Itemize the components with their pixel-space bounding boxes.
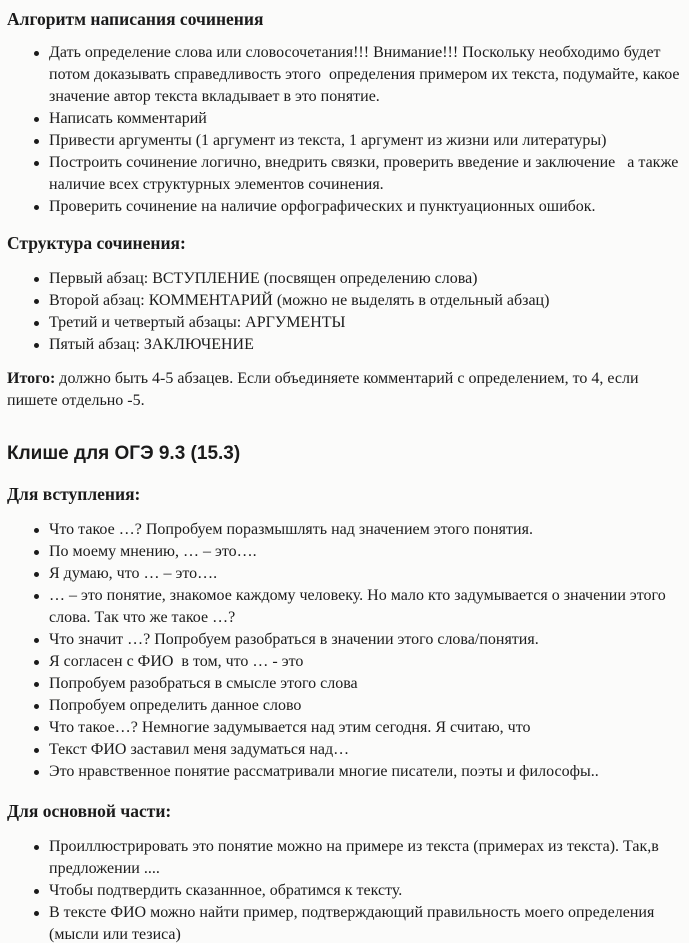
main-part-cliche-list bbox=[7, 836, 682, 943]
list-item: Второй абзац: КОММЕНТАРИЙ (можно не выделять в отдельный абзац) bbox=[37, 290, 682, 312]
total-label: Итого: bbox=[7, 370, 56, 387]
total-note bbox=[7, 368, 682, 412]
list-item: Что значит …? Попробуем разобраться в значении этого слова/понятия. bbox=[37, 629, 682, 651]
list-item: По моему мнению, … – это…. bbox=[37, 541, 682, 563]
list-item: Привести аргументы (1 аргумент из текста, 1 аргумент из жизни или литературы) bbox=[37, 130, 682, 152]
list-item: В тексте ФИО можно найти пример, подтверждающий правильность моего определения (мысли или тезиса) bbox=[37, 902, 682, 943]
list-item: Попробуем определить данное слово bbox=[37, 695, 682, 717]
list-item: Проиллюстрировать это понятие можно на примере из текста (примерах из текста). Так,в предложении .... bbox=[37, 836, 682, 880]
list-item: Я думаю, что … – это…. bbox=[37, 563, 682, 585]
list-item: Что такое…? Немногие задумывается над этим сегодня. Я считаю, что bbox=[37, 717, 682, 739]
list-item: Первый абзац: ВСТУПЛЕНИЕ (посвящен определению слова) bbox=[37, 268, 682, 290]
list-item: Я согласен с ФИО в том, что … - это bbox=[37, 651, 682, 673]
list-item: Третий и четвертый абзацы: АРГУМЕНТЫ bbox=[37, 312, 682, 334]
algorithm-list bbox=[7, 42, 682, 218]
list-item: Дать определение слова или словосочетания!!! Внимание!!! Поскольку необходимо будет потом доказывать справедливость этого определения примером их текста, подумайте, какое значение автор текста вкладывает в это понятие. bbox=[37, 42, 682, 108]
section-title-algorithm: Алгоритм написания сочинения bbox=[7, 9, 264, 29]
list-item: Написать комментарий bbox=[37, 108, 682, 130]
list-item: Попробуем разобраться в смысле этого слова bbox=[37, 673, 682, 695]
list-item: Текст ФИО заставил меня задуматься над… bbox=[37, 739, 682, 761]
list-item: Пятый абзац: ЗАКЛЮЧЕНИЕ bbox=[37, 334, 682, 356]
section-title-cliche: Клише для ОГЭ 9.3 (15.3) bbox=[7, 443, 241, 464]
list-item: Построить сочинение логично, внедрить связки, проверить введение и заключение а также наличие всех структурных элементов сочинения. bbox=[37, 152, 682, 196]
list-item: Проверить сочинение на наличие орфографических и пунктуационных ошибок. bbox=[37, 196, 682, 218]
section-title-main-part: Для основной части: bbox=[7, 801, 172, 821]
total-text: должно быть 4-5 абзацев. Если объединяете комментарий с определением, то 4, если пишете отдельно -5. bbox=[7, 370, 643, 409]
section-title-structure: Структура сочинения: bbox=[7, 233, 186, 253]
list-item: … – это понятие, знакомое каждому человеку. Но мало кто задумывается о значении этого слова. Так что же такое …? bbox=[37, 585, 682, 629]
section-title-intro: Для вступления: bbox=[7, 484, 141, 504]
list-item: Что такое …? Попробуем поразмышлять над значением этого понятия. bbox=[37, 519, 682, 541]
intro-cliche-list bbox=[7, 519, 682, 783]
list-item: Чтобы подтвердить сказаннное, обратимся к тексту. bbox=[37, 880, 682, 902]
structure-list bbox=[7, 268, 682, 356]
list-item: Это нравственное понятие рассматривали многие писатели, поэты и философы.. bbox=[37, 761, 682, 783]
